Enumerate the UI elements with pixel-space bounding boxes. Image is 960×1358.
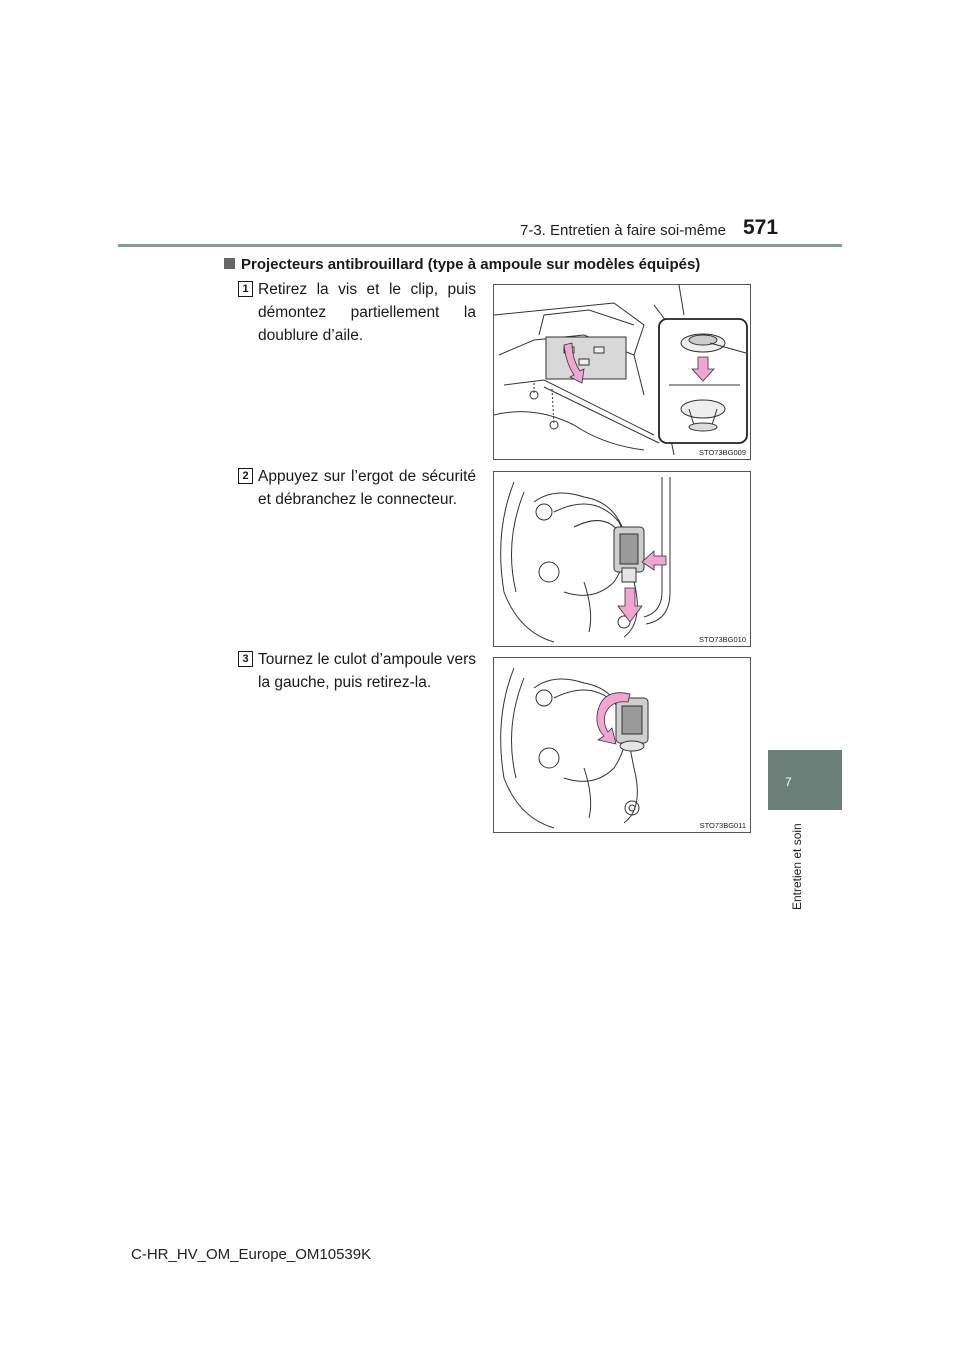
section-heading	[224, 256, 700, 273]
chapter-number: 7	[785, 775, 792, 789]
fender-liner-illustration	[494, 285, 750, 459]
figure-step-1	[493, 284, 751, 460]
figure-step-2	[493, 471, 751, 647]
page-number: 571	[743, 216, 779, 239]
bulb-removal-illustration	[494, 658, 750, 832]
step-text-3: Tournez le culot d’ampoule vers la gauche, puis retirez-la.	[258, 651, 476, 691]
section-heading-text: Projecteurs antibrouillard (type à ampoule sur modèles équipés)	[241, 256, 701, 273]
header-rule	[118, 244, 842, 247]
fog-light-connector-illustration	[494, 472, 750, 646]
step-text-2: Appuyez sur l’ergot de sécurité et débranchez le connecteur.	[258, 468, 476, 508]
step-text-1: Retirez la vis et le clip, puis démontez partiellement la doublure d’aile.	[258, 281, 476, 344]
chapter-title-text: Entretien et soin	[790, 823, 804, 910]
figure-code-2: STO73BG010	[699, 635, 746, 644]
step-badge-1: 1	[238, 281, 253, 297]
figure-code-1: STO73BG009	[699, 448, 746, 457]
heading-bullet-icon	[224, 258, 235, 269]
chapter-title-vertical	[786, 818, 806, 918]
footer-doc-id: C-HR_HV_OM_Europe_OM10539K	[131, 1246, 372, 1263]
header-section-title: 7-3. Entretien à faire soi-même	[520, 222, 726, 239]
figure-code-3: STO73BG011	[699, 821, 746, 830]
figure-step-3	[493, 657, 751, 833]
step-badge-2: 2	[238, 468, 253, 484]
step-badge-3: 3	[238, 651, 253, 667]
chapter-side-tab	[768, 750, 842, 810]
